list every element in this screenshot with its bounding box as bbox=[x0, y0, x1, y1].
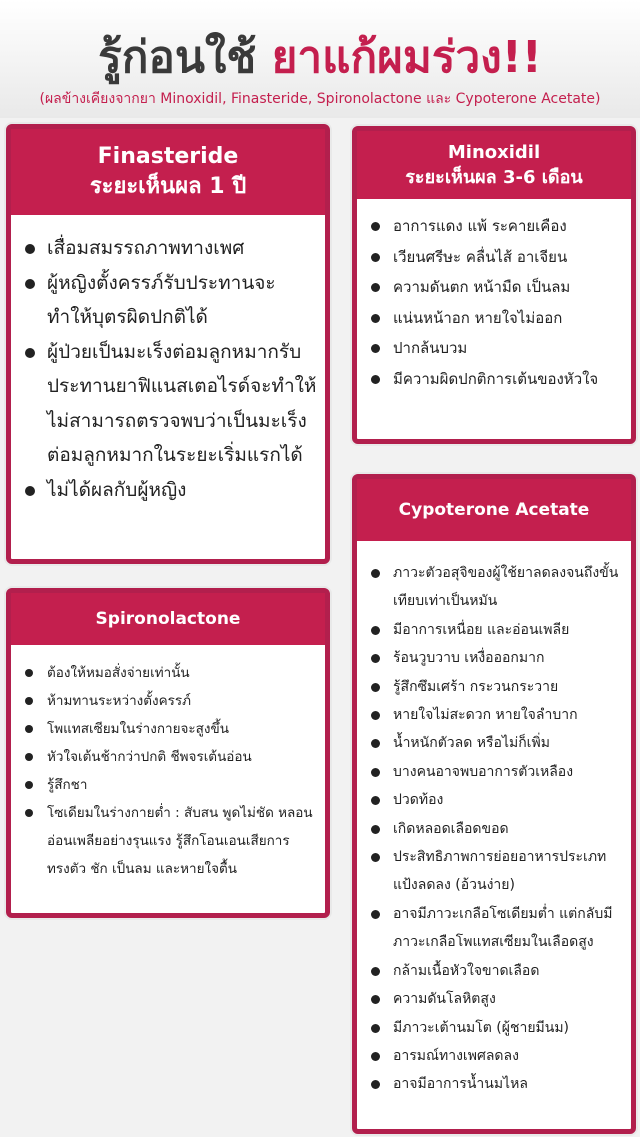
list-item: อาจมีอาการน้ำนมไหล bbox=[369, 1070, 625, 1098]
list-item: รู้สึกชา bbox=[23, 771, 319, 799]
list-item: มีภาวะเต้านมโต (ผู้ชายมีนม) bbox=[369, 1014, 625, 1042]
minoxidil-side-effects bbox=[369, 211, 625, 394]
page-subtitle: (ผลข้างเคียงจากยา Minoxidil, Finasteride, Spironolactone และ Cypoterone Acetate) bbox=[39, 91, 601, 107]
cypoterone-name: Cypoterone Acetate bbox=[398, 500, 590, 520]
spironolactone-card bbox=[6, 588, 330, 918]
page-header bbox=[0, 0, 640, 118]
list-item: แน่นหน้าอก หายใจไม่ออก bbox=[369, 303, 625, 334]
page-title bbox=[0, 22, 640, 92]
finasteride-name: Finasteride bbox=[97, 144, 239, 169]
list-item: ไม่ได้ผลกับผู้หญิง bbox=[23, 473, 319, 508]
list-item: มีอาการเหนื่อย และอ่อนเพลีย bbox=[369, 616, 625, 644]
finasteride-body bbox=[11, 215, 325, 507]
list-item: น้ำหนักตัวลด หรือไม่ก็เพิ่ม bbox=[369, 729, 625, 757]
cypoterone-side-effects bbox=[369, 559, 625, 1099]
spironolactone-side-effects bbox=[23, 659, 319, 883]
title-part-2: ยาแก้ผมร่วง!! bbox=[271, 32, 542, 83]
list-item: ภาวะตัวอสุจิของผู้ใช้ยาลดลงจนถึงขั้นเทียบเท่าเป็นหมัน bbox=[369, 559, 625, 616]
cypoterone-body bbox=[357, 541, 631, 1099]
cypoterone-card bbox=[352, 474, 636, 1134]
list-item: โพแทสเซียมในร่างกายจะสูงขึ้น bbox=[23, 715, 319, 743]
list-item: หายใจไม่สะดวก หายใจลำบาก bbox=[369, 701, 625, 729]
list-item: เกิดหลอดเลือดขอด bbox=[369, 815, 625, 843]
list-item: เสื่อมสมรรถภาพทางเพศ bbox=[23, 231, 319, 266]
list-item: อาจมีภาวะเกลือโซเดียมต่ำ แต่กลับมีภาวะเกลือโพแทสเซียมในเลือดสูง bbox=[369, 900, 625, 957]
list-item: ปากล้นบวม bbox=[369, 333, 625, 364]
spironolactone-body bbox=[11, 645, 325, 883]
spironolactone-header bbox=[11, 593, 325, 645]
list-item: มีความผิดปกติการเต้นของหัวใจ bbox=[369, 364, 625, 395]
minoxidil-name: Minoxidil bbox=[447, 142, 541, 163]
minoxidil-body bbox=[357, 199, 631, 394]
list-item: บางคนอาจพบอาการตัวเหลือง bbox=[369, 758, 625, 786]
list-item: ห้ามทานระหว่างตั้งครรภ์ bbox=[23, 687, 319, 715]
list-item: ปวดท้อง bbox=[369, 786, 625, 814]
spironolactone-name: Spironolactone bbox=[95, 609, 241, 629]
list-item: รู้สึกซึมเศร้า กระวนกระวาย bbox=[369, 673, 625, 701]
title-part-1: รู้ก่อนใช้ bbox=[98, 32, 257, 83]
list-item: ความดันโลหิตสูง bbox=[369, 985, 625, 1013]
list-item: ผู้ป่วยเป็นมะเร็งต่อมลูกหมากรับประทานยาฟิแนสเตอไรด์จะทำให้ไม่สามารถตรวจพบว่าเป็นมะเร็งต่อมลูกหมากในระยะเริ่มแรกได้ bbox=[23, 335, 319, 473]
list-item: อารมณ์ทางเพศลดลง bbox=[369, 1042, 625, 1070]
finasteride-header bbox=[11, 129, 325, 215]
finasteride-duration: ระยะเห็นผล 1 ปี bbox=[89, 174, 247, 199]
minoxidil-header bbox=[357, 131, 631, 199]
list-item: เวียนศรีษะ คลื่นไส้ อาเจียน bbox=[369, 242, 625, 273]
minoxidil-card bbox=[352, 126, 636, 444]
list-item: กล้ามเนื้อหัวใจขาดเลือด bbox=[369, 957, 625, 985]
list-item: ต้องให้หมอสั่งจ่ายเท่านั้น bbox=[23, 659, 319, 687]
list-item: หัวใจเต้นช้ากว่าปกติ ชีพจรเต้นอ่อน bbox=[23, 743, 319, 771]
finasteride-side-effects bbox=[23, 231, 319, 507]
finasteride-card bbox=[6, 124, 330, 564]
list-item: ผู้หญิงตั้งครรภ์รับประทานจะทำให้บุตรผิดปกติได้ bbox=[23, 266, 319, 335]
list-item: โซเดียมในร่างกายต่ำ : สับสน พูดไม่ชัด หลอน อ่อนเพลียอย่างรุนแรง รู้สึกโอนเอนเสียการทรงตัว ชัก เป็นลม และหายใจตื้น bbox=[23, 799, 319, 883]
list-item: ร้อนวูบวาบ เหงื่อออกมาก bbox=[369, 644, 625, 672]
list-item: ประสิทธิภาพการย่อยอาหารประเภทแป้งลดลง (อ้วนง่าย) bbox=[369, 843, 625, 900]
minoxidil-duration: ระยะเห็นผล 3-6 เดือน bbox=[405, 167, 583, 188]
list-item: ความดันตก หน้ามืด เป็นลม bbox=[369, 272, 625, 303]
list-item: อาการแดง แพ้ ระคายเคือง bbox=[369, 211, 625, 242]
cypoterone-header bbox=[357, 479, 631, 541]
